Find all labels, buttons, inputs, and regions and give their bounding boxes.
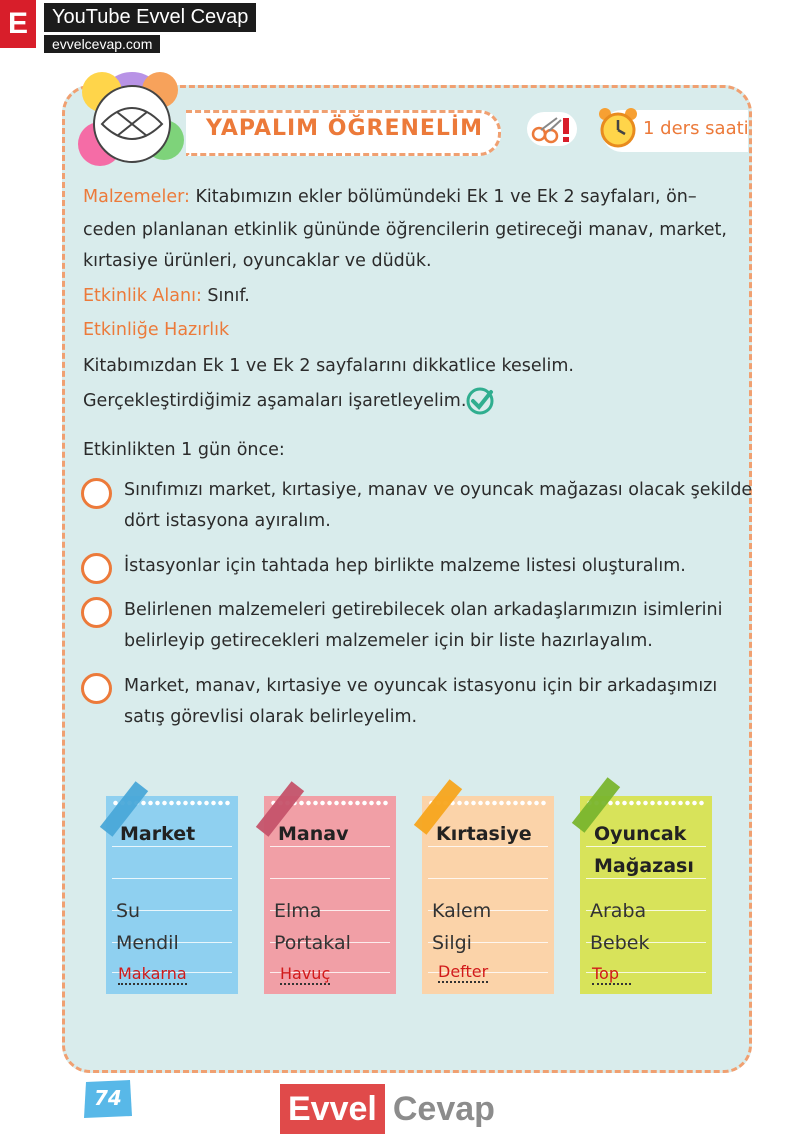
brand-title: YouTube Evvel Cevap <box>44 3 256 32</box>
card-oyuncak <box>580 796 712 994</box>
card-item: Araba <box>590 900 647 922</box>
alarm-clock-icon <box>598 106 638 150</box>
step-4-line-2: satış görevlisi olarak belirleyelim. <box>124 707 418 727</box>
footer-logo <box>280 1084 495 1134</box>
preparation-line-1: Kitabımızdan Ek 1 ve Ek 2 sayfalarını dikkatlice keselim. <box>83 356 574 376</box>
card-manav <box>264 796 396 994</box>
step-checkbox-1[interactable] <box>81 478 112 509</box>
step-checkbox-3[interactable] <box>81 597 112 628</box>
footer-logo-part-1: Evvel <box>280 1084 385 1134</box>
step-checkbox-4[interactable] <box>81 673 112 704</box>
brand-logo-letter: E <box>0 0 36 48</box>
card-answer: Defter <box>438 962 489 981</box>
card-rule <box>428 878 548 879</box>
card-title <box>594 818 694 882</box>
card-answer: Top <box>592 964 631 985</box>
card-item: Mendil <box>116 932 179 954</box>
step-1-line-2: dört istasyona ayıralım. <box>124 511 331 531</box>
card-answer: Makarna <box>118 964 187 983</box>
duration-label: 1 ders saati <box>643 118 749 139</box>
before-activity-label: Etkinlikten 1 gün önce: <box>83 440 285 460</box>
card-item: Silgi <box>432 932 472 954</box>
step-3-line-1: Belirlenen malzemeleri getirebilecek olan arkadaşlarımızın isimlerini <box>124 600 723 620</box>
materials-text-1: Kitabımızın ekler bölümündeki Ek 1 ve Ek 2 sayfaları, ön– <box>189 187 697 207</box>
step-1-line-1: Sınıfımızı market, kırtasiye, manav ve oyuncak mağazası olacak şekilde <box>124 480 753 500</box>
activity-area-line <box>83 286 250 306</box>
hands-illustration-icon <box>72 62 190 180</box>
step-3-line-2: belirleyip getirecekleri malzemeler için bir liste hazırlayalım. <box>124 631 653 651</box>
materials-line-1 <box>83 187 697 207</box>
card-title: Manav <box>278 823 349 845</box>
materials-line-2: ceden planlanan etkinlik gününde öğrencilerin getireceği manav, market, <box>83 220 727 240</box>
scissors-icon <box>527 112 577 146</box>
card-item: Elma <box>274 900 322 922</box>
materials-label: Malzemeler: <box>83 187 190 207</box>
card-kirtasiye <box>422 796 554 994</box>
preparation-line-2: Gerçekleştirdiğimiz aşamaları işaretleyelim. <box>83 391 467 411</box>
card-rule <box>270 878 390 879</box>
card-market <box>106 796 238 994</box>
brand-url[interactable]: evvelcevap.com <box>44 35 160 53</box>
section-title: YAPALIM ÖĞRENELİM <box>206 116 484 141</box>
card-item: Bebek <box>590 932 650 954</box>
card-title: Market <box>120 823 196 845</box>
card-item: Kalem <box>432 900 492 922</box>
card-title-line-2: Mağazası <box>594 855 694 877</box>
card-item: Su <box>116 900 141 922</box>
materials-line-3: kırtasiye ürünleri, oyuncaklar ve düdük. <box>83 251 432 271</box>
card-title-line-1: Oyuncak <box>594 823 687 845</box>
preparation-heading: Etkinliğe Hazırlık <box>83 320 230 340</box>
card-item: Portakal <box>274 932 351 954</box>
step-4-line-1: Market, manav, kırtasiye ve oyuncak istasyonu için bir arkadaşımızı <box>124 676 718 696</box>
step-checkbox-2[interactable] <box>81 553 112 584</box>
footer-logo-part-2: Cevap <box>392 1089 495 1128</box>
card-title: Kırtasiye <box>436 823 532 845</box>
card-rule <box>112 878 232 879</box>
page-number: 74 <box>94 1086 122 1110</box>
card-answer: Havuç <box>280 964 331 983</box>
activity-area-value: Sınıf. <box>201 286 250 306</box>
step-2-line-1: İstasyonlar için tahtada hep birlikte malzeme listesi oluşturalım. <box>124 556 686 576</box>
check-icon <box>465 386 495 416</box>
activity-area-label: Etkinlik Alanı: <box>83 286 202 306</box>
